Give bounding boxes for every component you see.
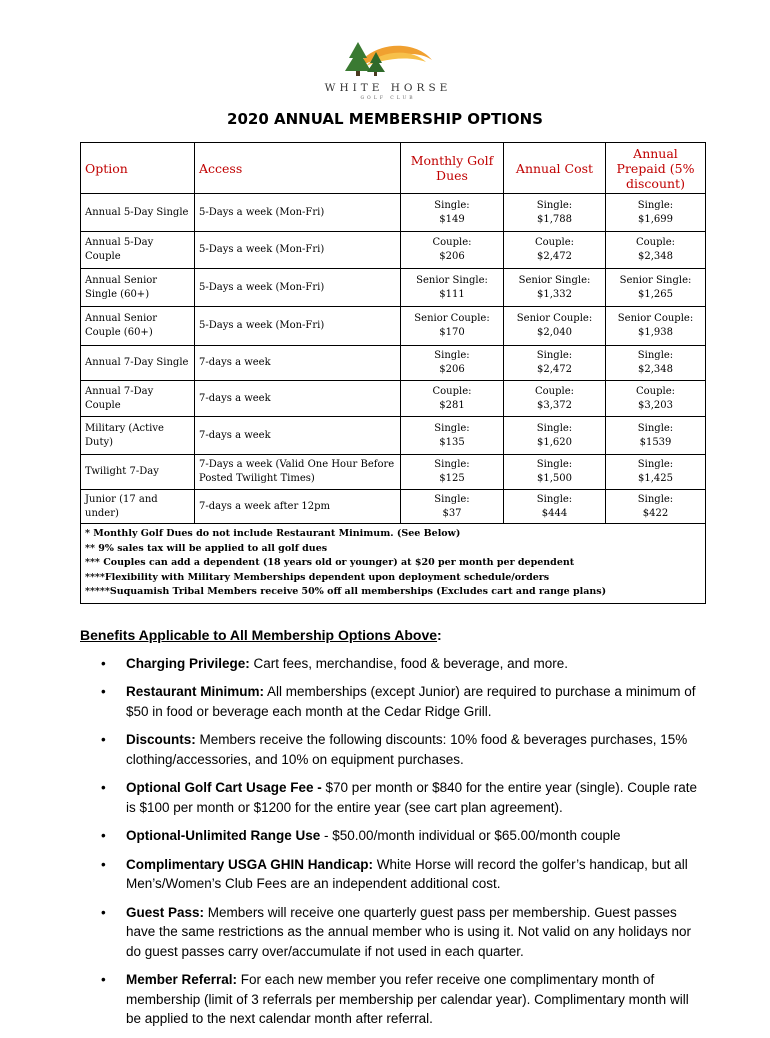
monthly-dues-cell <box>401 381 504 417</box>
annual-cost-value: $444 <box>541 507 568 519</box>
annual-prepaid-label: Single: <box>637 350 674 361</box>
header-monthly-dues: Monthly Golf Dues <box>401 143 504 194</box>
monthly-dues-cell <box>401 455 504 490</box>
option-label: Annual Senior Single (60+) <box>85 274 158 300</box>
benefits-heading <box>80 626 700 646</box>
annual-prepaid-value: $2,348 <box>638 251 673 262</box>
annual-cost-label: Senior Single: <box>518 274 591 286</box>
access-label: 7-Days a week (Valid One Hour Before Posted Twilight Times) <box>199 459 395 484</box>
note-line: *****Suquamish Tribal Members receive 50% off all memberships (Excludes cart and range plans) <box>85 586 607 598</box>
benefit-item <box>80 826 700 846</box>
option-cell <box>81 194 195 232</box>
benefit-item <box>80 778 700 817</box>
benefit-text: Members will receive one quarterly guest pass per membership. Guest passes have the same restrictions as the annual member who is using it. Not valid on any holidays nor do guest passes carry over/accumulate if not used in each quarter. <box>126 904 692 959</box>
benefit-term: Complimentary USGA GHIN Handicap: <box>126 856 374 872</box>
option-label: Annual 7-Day Couple <box>85 385 154 411</box>
annual-prepaid-value: $3,203 <box>638 399 673 411</box>
monthly-dues-value: $37 <box>442 507 462 519</box>
access-label: 5-Days a week (Mon-Fri) <box>199 206 325 218</box>
option-cell <box>81 269 195 307</box>
annual-prepaid-value: $2,348 <box>638 364 673 375</box>
table-row <box>81 194 706 232</box>
page-title: 2020 ANNUAL MEMBERSHIP OPTIONS <box>227 110 543 128</box>
bullet-icon: • <box>101 828 106 843</box>
monthly-dues-value: $111 <box>439 288 465 300</box>
option-cell <box>81 346 195 381</box>
annual-cost-cell <box>504 417 606 455</box>
notes-row <box>81 524 706 604</box>
benefit-term: Charging Privilege: <box>126 655 250 671</box>
monthly-dues-cell <box>401 194 504 232</box>
access-cell <box>195 307 401 346</box>
annual-prepaid-value: $1,699 <box>638 213 673 225</box>
access-label: 7-days a week <box>199 392 271 404</box>
benefits-section <box>80 626 700 1038</box>
monthly-dues-value: $206 <box>439 364 465 375</box>
annual-cost-cell <box>504 490 606 524</box>
option-label: Annual 7-Day Single <box>85 357 189 368</box>
access-cell <box>195 455 401 490</box>
table-row <box>81 269 706 307</box>
monthly-dues-value: $281 <box>439 399 465 411</box>
benefits-list <box>80 654 700 1029</box>
monthly-dues-label: Single: <box>434 493 470 505</box>
benefits-heading-text: Benefits Applicable to All Membership Options Above <box>80 627 438 643</box>
header-access: Access <box>195 143 401 194</box>
brand-name: WHITE HORSE <box>324 82 452 94</box>
annual-cost-label: Couple: <box>535 237 574 248</box>
annual-prepaid-label: Senior Single: <box>619 274 692 286</box>
monthly-dues-value: $170 <box>439 327 465 338</box>
annual-cost-value: $1,620 <box>537 436 572 448</box>
header-option: Option <box>81 143 195 194</box>
monthly-dues-value: $135 <box>439 436 465 448</box>
access-cell <box>195 417 401 455</box>
benefits-heading-colon: : <box>437 627 442 643</box>
monthly-dues-label: Senior Single: <box>416 274 488 286</box>
access-label: 5-Days a week (Mon-Fri) <box>199 244 325 255</box>
monthly-dues-value: $206 <box>439 251 465 262</box>
access-cell <box>195 490 401 524</box>
annual-prepaid-cell <box>606 455 706 490</box>
option-label: Junior (17 and under) <box>85 493 158 519</box>
benefit-text: All memberships (except Junior) are required to purchase a minimum of $50 in food or beverage each month at the Cedar Ridge Grill. <box>126 684 696 719</box>
monthly-dues-cell <box>401 269 504 307</box>
access-label: 7-days a week after 12pm <box>199 500 331 512</box>
table-row <box>81 455 706 490</box>
annual-cost-value: $2,040 <box>537 327 572 338</box>
header-annual-prepaid: Annual Prepaid (5% discount) <box>606 143 706 194</box>
option-cell <box>81 307 195 346</box>
annual-cost-value: $1,788 <box>537 213 572 225</box>
monthly-dues-cell <box>401 307 504 346</box>
option-label: Annual 5-Day Couple <box>85 237 154 262</box>
monthly-dues-label: Couple: <box>432 237 472 248</box>
benefit-item <box>80 654 700 674</box>
bullet-icon: • <box>101 904 106 920</box>
benefit-text: - $50.00/month individual or $65.00/month couple <box>320 828 621 843</box>
table-row <box>81 232 706 269</box>
table-row <box>81 490 706 524</box>
benefit-item <box>80 682 700 721</box>
benefit-term: Discounts: <box>126 732 196 747</box>
annual-cost-label: Senior Couple: <box>516 313 593 324</box>
benefit-text: White Horse will record the golfer’s handicap, but all Men’s/Women’s Club Fees are an independent additional cost. <box>126 856 688 891</box>
annual-prepaid-value: $1,265 <box>638 288 673 300</box>
bullet-icon: • <box>101 732 106 747</box>
option-cell <box>81 232 195 269</box>
benefit-term: Optional-Unlimited Range Use <box>126 828 321 843</box>
annual-cost-label: Single: <box>536 493 573 505</box>
monthly-dues-cell <box>401 232 504 269</box>
annual-prepaid-cell <box>606 381 706 417</box>
annual-prepaid-label: Single: <box>637 422 674 434</box>
annual-cost-cell <box>504 269 606 307</box>
table-row <box>81 417 706 455</box>
annual-cost-cell <box>504 455 606 490</box>
annual-cost-cell <box>504 194 606 232</box>
annual-prepaid-label: Couple: <box>636 385 675 397</box>
benefit-term: Member Referral: <box>126 972 238 987</box>
annual-cost-value: $2,472 <box>537 251 572 262</box>
note-line: *** Couples can add a dependent (18 years old or younger) at $20 per month per dependent <box>85 557 575 569</box>
table-row <box>81 346 706 381</box>
membership-table <box>80 142 706 604</box>
monthly-dues-label: Single: <box>434 199 470 211</box>
annual-prepaid-cell <box>606 269 706 307</box>
monthly-dues-value: $125 <box>439 473 465 484</box>
access-cell <box>195 269 401 307</box>
annual-cost-value: $1,332 <box>537 288 572 300</box>
monthly-dues-value: $149 <box>439 213 465 225</box>
annual-cost-label: Couple: <box>535 385 574 397</box>
annual-cost-cell <box>504 232 606 269</box>
annual-cost-label: Single: <box>536 199 573 211</box>
annual-cost-value: $1,500 <box>537 473 572 484</box>
option-label: Military (Active Duty) <box>85 422 164 448</box>
bullet-icon: • <box>101 780 106 795</box>
benefit-term: Optional Golf Cart Usage Fee - <box>126 780 322 795</box>
access-cell <box>195 381 401 417</box>
benefit-text: Members receive the following discounts: 10% food & beverages purchases, 15% clothing/accessories, and 10% on equipment purchases. <box>126 732 688 767</box>
annual-cost-cell <box>504 307 606 346</box>
annual-prepaid-label: Couple: <box>636 237 675 248</box>
access-label: 5-Days a week (Mon-Fri) <box>199 320 325 331</box>
benefit-text: $70 per month or $840 for the entire year (single). Couple rate is $100 per month or $1200 for the entire year (see cart plan agreement). <box>126 780 697 815</box>
bullet-icon: • <box>101 655 106 671</box>
club-logo <box>318 38 458 104</box>
annual-cost-label: Single: <box>536 422 573 434</box>
benefit-text: For each new member you refer receive one complimentary month of membership (limit of 3 referrals per membership per calendar year). Complimentary month will be applied to the next calendar month after referral. <box>126 972 689 1026</box>
annual-prepaid-label: Single: <box>637 459 674 470</box>
note-line: ** 9% sales tax will be applied to all golf dues <box>85 542 328 554</box>
annual-prepaid-value: $1,938 <box>638 327 673 338</box>
annual-prepaid-label: Single: <box>637 493 674 505</box>
access-cell <box>195 232 401 269</box>
option-cell <box>81 417 195 455</box>
annual-cost-label: Single: <box>536 459 573 470</box>
annual-prepaid-label: Senior Couple: <box>617 313 694 324</box>
annual-cost-value: $2,472 <box>537 364 572 375</box>
monthly-dues-cell <box>401 417 504 455</box>
option-label: Twilight 7-Day <box>85 466 159 477</box>
option-cell <box>81 381 195 417</box>
bullet-icon: • <box>101 684 106 699</box>
monthly-dues-label: Single: <box>434 422 470 434</box>
annual-prepaid-cell <box>606 307 706 346</box>
benefit-term: Guest Pass: <box>126 904 205 920</box>
tree-and-sun-logo-icon <box>336 38 436 82</box>
monthly-dues-label: Single: <box>434 350 470 361</box>
monthly-dues-cell <box>401 490 504 524</box>
annual-prepaid-cell <box>606 194 706 232</box>
annual-prepaid-value: $422 <box>642 507 669 519</box>
annual-cost-label: Single: <box>536 350 573 361</box>
option-label: Annual 5-Day Single <box>85 206 189 218</box>
benefit-item <box>80 903 700 962</box>
note-line: * Monthly Golf Dues do not include Restaurant Minimum. (See Below) <box>85 528 461 539</box>
table-notes <box>81 524 706 604</box>
annual-cost-value: $3,372 <box>537 399 572 411</box>
annual-cost-cell <box>504 346 606 381</box>
table-header-row <box>81 143 706 194</box>
table-row <box>81 307 706 346</box>
option-cell <box>81 490 195 524</box>
monthly-dues-label: Couple: <box>432 385 472 397</box>
brand-subtitle: GOLF CLUB <box>360 96 416 101</box>
note-line: ****Flexibility with Military Memberships dependent upon deployment schedule/orders <box>85 571 550 583</box>
benefit-item <box>80 730 700 769</box>
bullet-icon: • <box>101 856 106 872</box>
access-label: 7-days a week <box>199 429 271 441</box>
access-cell <box>195 194 401 232</box>
access-label: 5-Days a week (Mon-Fri) <box>199 281 325 293</box>
header-annual-cost: Annual Cost <box>504 143 606 194</box>
annual-prepaid-cell <box>606 232 706 269</box>
bullet-icon: • <box>101 972 106 987</box>
table-row <box>81 381 706 417</box>
benefit-text: Cart fees, merchandise, food & beverage, and more. <box>249 655 568 671</box>
benefit-term: Restaurant Minimum: <box>126 684 265 699</box>
monthly-dues-cell <box>401 346 504 381</box>
benefit-item <box>80 855 700 894</box>
annual-prepaid-cell <box>606 417 706 455</box>
monthly-dues-label: Senior Couple: <box>414 313 490 324</box>
option-label: Annual Senior Couple (60+) <box>85 313 158 338</box>
access-cell <box>195 346 401 381</box>
annual-prepaid-value: $1539 <box>639 436 672 448</box>
access-label: 7-days a week <box>199 357 271 368</box>
annual-prepaid-cell <box>606 490 706 524</box>
annual-prepaid-value: $1,425 <box>638 473 673 484</box>
annual-prepaid-label: Single: <box>637 199 674 211</box>
monthly-dues-label: Single: <box>434 459 470 470</box>
annual-prepaid-cell <box>606 346 706 381</box>
option-cell <box>81 455 195 490</box>
benefit-item <box>80 970 700 1029</box>
annual-cost-cell <box>504 381 606 417</box>
